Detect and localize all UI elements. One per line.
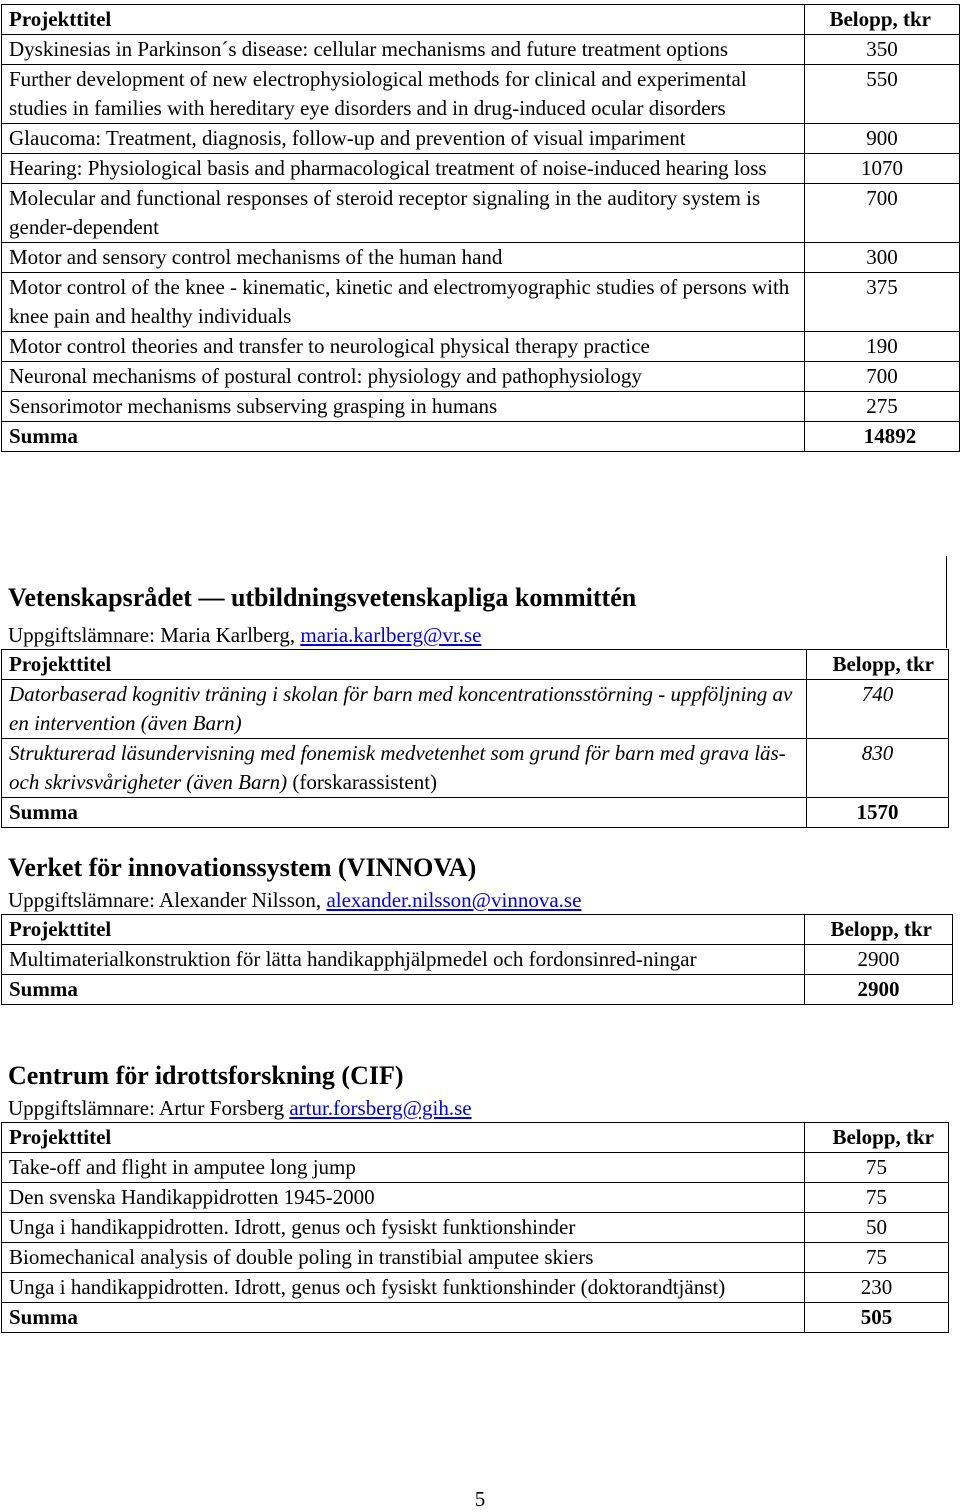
column-header-project: Projekttitel	[2, 1123, 805, 1153]
reporter-line-cif	[8, 1095, 472, 1121]
project-amount: 2900	[805, 945, 953, 975]
project-title: Motor control theories and transfer to neurological physical therapy practice	[2, 332, 805, 362]
project-title: Motor control of the knee - kinematic, kinetic and electromyographic studies of persons with knee pain and healthy individuals	[2, 273, 805, 332]
project-amount: 75	[805, 1183, 949, 1213]
project-amount: 230	[805, 1273, 949, 1303]
sum-label: Summa	[2, 1303, 805, 1333]
table-row	[2, 184, 960, 243]
column-header-project: Projekttitel	[2, 915, 805, 945]
column-header-amount: Belopp, tkr	[805, 915, 953, 945]
sum-amount: 2900	[805, 975, 953, 1005]
reporter-email-link[interactable]: maria.karlberg@vr.se	[300, 623, 482, 647]
project-amount: 740	[807, 680, 949, 739]
project-title: Glaucoma: Treatment, diagnosis, follow-up and prevention of visual impariment	[2, 124, 805, 154]
sum-label: Summa	[2, 798, 807, 828]
reporter-name: Uppgiftslämnare: Alexander Nilsson,	[8, 888, 327, 912]
section-heading-vr: Vetenskapsrådet — utbildningsvetenskapliga kommittén	[8, 583, 637, 612]
project-title: Dyskinesias in Parkinson´s disease: cellular mechanisms and future treatment options	[2, 35, 805, 65]
table-row	[2, 65, 960, 124]
project-amount: 375	[805, 273, 960, 332]
project-amount: 830	[807, 739, 949, 798]
table-header-row	[2, 5, 960, 35]
sum-amount: 505	[805, 1303, 949, 1333]
project-title: Unga i handikappidrotten. Idrott, genus och fysiskt funktionshinder (doktorandtjänst)	[2, 1273, 805, 1303]
project-title: Multimaterialkonstruktion för lätta handikapphjälpmedel och fordonsinred-ningar	[2, 945, 805, 975]
column-header-amount: Belopp, tkr	[805, 5, 960, 35]
sum-row	[2, 975, 953, 1005]
reporter-line-vinnova	[8, 887, 581, 913]
column-header-project: Projekttitel	[2, 5, 805, 35]
table-row	[2, 243, 960, 273]
table-row	[2, 1273, 949, 1303]
table-row	[2, 1153, 949, 1183]
sum-label: Summa	[2, 975, 805, 1005]
project-title: Further development of new electrophysiological methods for clinical and experimental studies in families with hereditary eye disorders and in drug-induced ocular disorders	[2, 65, 805, 124]
page-number: 5	[474, 1487, 486, 1511]
project-title-cell	[2, 739, 807, 798]
column-header-project: Projekttitel	[2, 650, 807, 680]
table-row	[2, 680, 949, 739]
project-amount: 550	[805, 65, 960, 124]
project-amount: 300	[805, 243, 960, 273]
project-amount: 75	[805, 1153, 949, 1183]
project-amount: 700	[805, 184, 960, 243]
column-header-amount: Belopp, tkr	[805, 1123, 949, 1153]
sum-row	[2, 422, 960, 452]
table-row	[2, 1183, 949, 1213]
table-header-row	[2, 915, 953, 945]
project-title: Den svenska Handikappidrotten 1945-2000	[2, 1183, 805, 1213]
reporter-name: Uppgiftslämnare: Maria Karlberg,	[8, 623, 301, 647]
table-row	[2, 1213, 949, 1243]
table-row	[2, 154, 960, 184]
project-amount: 75	[805, 1243, 949, 1273]
project-title: Motor and sensory control mechanisms of the human hand	[2, 243, 805, 273]
table-row	[2, 945, 953, 975]
sum-row	[2, 798, 949, 828]
project-amount: 350	[805, 35, 960, 65]
sum-amount: 1570	[807, 798, 949, 828]
sum-label: Summa	[2, 422, 805, 452]
sum-row	[2, 1303, 949, 1333]
reporter-email-link[interactable]: artur.forsberg@gih.se	[289, 1096, 472, 1120]
project-title: Hearing: Physiological basis and pharmacological treatment of noise-induced hearing loss	[2, 154, 805, 184]
project-title: Strukturerad läsundervisning med fonemisk medvetenhet som grund för barn med grava läs- och skrivsvårigheter (även Barn)	[9, 741, 786, 794]
reporter-name: Uppgiftslämnare: Artur Forsberg	[8, 1096, 290, 1120]
project-title: Take-off and flight in amputee long jump	[2, 1153, 805, 1183]
reporter-email-link[interactable]: alexander.nilsson@vinnova.se	[326, 888, 582, 912]
table-row	[2, 739, 949, 798]
section-heading-cif: Centrum för idrottsforskning (CIF)	[8, 1061, 404, 1090]
project-title: Datorbaserad kognitiv träning i skolan för barn med koncentrationsstörning - uppföljning av en intervention (även Barn)	[2, 680, 807, 739]
section-heading-vinnova: Verket för innovationssystem (VINNOVA)	[8, 853, 477, 882]
table-header-row	[2, 650, 949, 680]
table-row	[2, 1243, 949, 1273]
table-header-row	[2, 1123, 949, 1153]
table-row	[2, 392, 960, 422]
border-fragment	[946, 556, 947, 648]
project-title: Sensorimotor mechanisms subserving grasping in humans	[2, 392, 805, 422]
project-table-vinnova	[1, 914, 953, 1005]
project-amount: 50	[805, 1213, 949, 1243]
project-table-cif	[1, 1122, 949, 1333]
reporter-line-vr	[8, 622, 481, 648]
table-row	[2, 362, 960, 392]
table-row	[2, 273, 960, 332]
project-title-suffix: (forskarassistent)	[287, 770, 438, 794]
table-row	[2, 35, 960, 65]
column-header-amount: Belopp, tkr	[807, 650, 949, 680]
project-amount: 900	[805, 124, 960, 154]
project-table-vr	[1, 649, 949, 828]
project-amount: 700	[805, 362, 960, 392]
project-amount: 1070	[805, 154, 960, 184]
project-table-continued	[1, 4, 960, 452]
table-row	[2, 332, 960, 362]
project-title: Molecular and functional responses of steroid receptor signaling in the auditory system is gender-dependent	[2, 184, 805, 243]
table-row	[2, 124, 960, 154]
project-title: Unga i handikappidrotten. Idrott, genus och fysiskt funktionshinder	[2, 1213, 805, 1243]
project-amount: 190	[805, 332, 960, 362]
sum-amount: 14892	[805, 422, 960, 452]
project-title: Neuronal mechanisms of postural control: physiology and pathophysiology	[2, 362, 805, 392]
project-title: Biomechanical analysis of double poling in transtibial amputee skiers	[2, 1243, 805, 1273]
project-amount: 275	[805, 392, 960, 422]
